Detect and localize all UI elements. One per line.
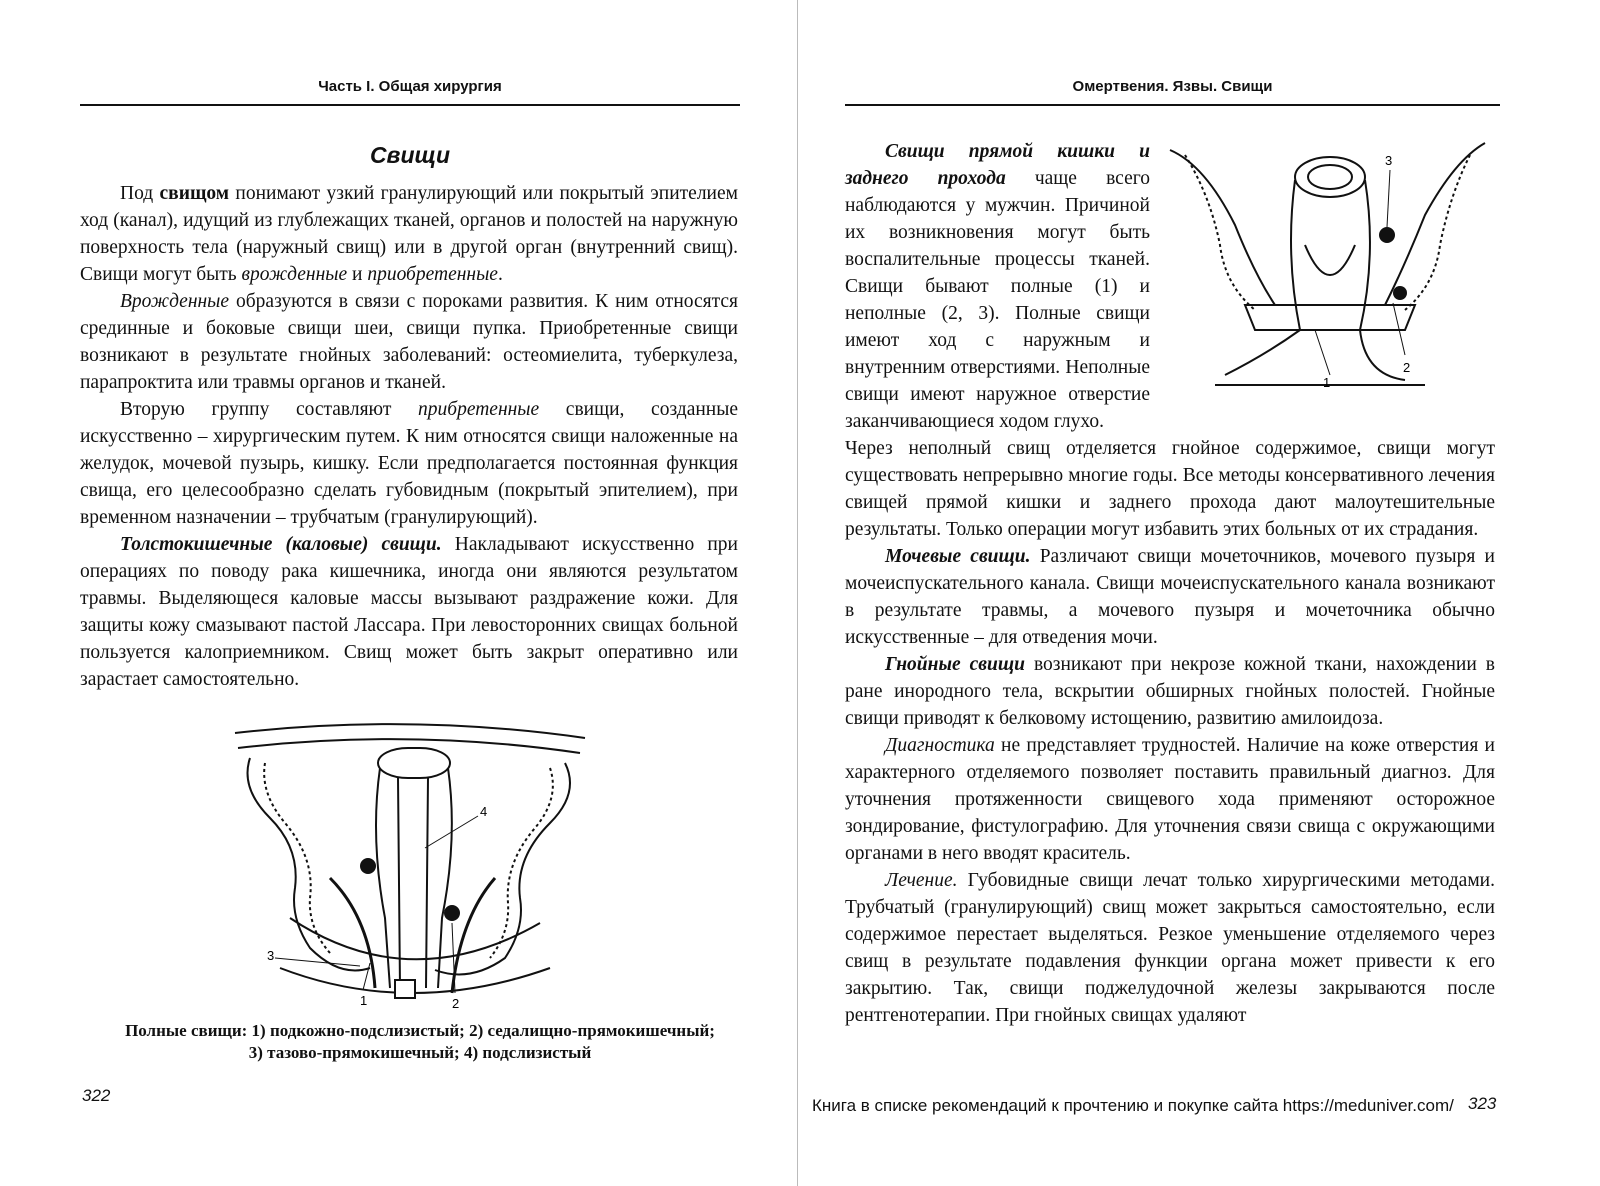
term-bold-italic: Толстокишечные (каловые) свищи. bbox=[120, 534, 442, 555]
running-header-right: Омертвения. Язвы. Свищи bbox=[1072, 78, 1273, 95]
paragraph bbox=[80, 288, 738, 396]
term-italic: Лечение. bbox=[885, 870, 958, 891]
term-italic: прибретенные bbox=[418, 399, 540, 420]
figure-label: 2 bbox=[452, 996, 460, 1011]
text-run: Вторую группу составляют bbox=[120, 399, 419, 420]
term-bold-italic: Гнойные свищи bbox=[885, 654, 1025, 675]
left-body-text bbox=[80, 180, 738, 693]
fistula-opening-marker bbox=[1379, 227, 1395, 243]
running-header-left: Часть I. Общая хирургия bbox=[318, 78, 502, 95]
paragraph: Через неполный свищ отделяется гнойное содержимое, свищи могут существовать непрерывно многие годы. Все методы консервативного лечения свищей прямой кишки и заднего прохода дают малоутешительные результаты. Только операции могут избавить этих больных от их страдания. bbox=[845, 438, 1495, 540]
book-spine bbox=[797, 0, 798, 1186]
paragraph bbox=[845, 543, 1495, 651]
text-run: свищи, созданные искусственно – хирургическим путем. К ним относятся свищи наложенные на желудок, мочевой пузырь, кишку. Если предполагается постоянная функция свища, его целесообразно сделать губовидным (покрытый эпителием), при временном назначении – трубчатым (гранулирующий). bbox=[80, 399, 738, 528]
text-run: Различают свищи мочеточников, мочевого пузыря и мочеиспускательного канала. Свищи мочеиспускательного канала возникают в результате травмы, а мочевого пузыря и мочеточника обычно искусственные – для отведения мочи. bbox=[845, 546, 1495, 648]
term-italic: Диагностика bbox=[885, 735, 995, 756]
fistula-illustration-right bbox=[1165, 135, 1495, 400]
text-run: возникают при некрозе кожной ткани, нахождении в ране инородного тела, вскрытии обширных гнойных полостей. Гнойные свищи приводят к белковому истощению, развитию амилоидоза. bbox=[845, 654, 1495, 729]
paragraph bbox=[80, 531, 738, 693]
header-rule-left bbox=[80, 104, 740, 106]
fistula-opening-marker bbox=[360, 858, 376, 874]
term-bold-italic: Свищи прямой кишки и заднего прохода bbox=[845, 141, 1150, 189]
caption-line: 3) тазово-прямокишечный; 4) подслизистый bbox=[248, 1043, 592, 1062]
figure-caption-left bbox=[80, 1020, 760, 1064]
term-bold-italic: Мочевые свищи. bbox=[885, 546, 1031, 567]
figure-label: 3 bbox=[1385, 153, 1393, 168]
paragraph bbox=[80, 180, 738, 288]
term-italic: приобретенные bbox=[367, 264, 498, 285]
figure-label: 4 bbox=[480, 804, 488, 819]
page-number-right: 323 bbox=[1468, 1094, 1497, 1113]
text-run: образуются в связи с пороками развития. К ним относятся срединные и боковые свищи шеи, свищи пупка. Приобретенные свищи возникают в результате гнойных заболеваний: остеомиелита, туберкулеза, парапроктита или травмы органов и тканей. bbox=[80, 291, 738, 393]
right-body-text bbox=[845, 435, 1495, 1029]
probe-handle bbox=[395, 980, 415, 998]
text-run: чаще всего наблюдаются у мужчин. Причиной их возникновения могут быть воспалительные процессы тканей. Свищи бывают полные (1) и неполные (2, 3). Полные свищи имеют ход с наружным и внутренним отверстиями. Неполные свищи имеют наружное отверстие заканчивающиеся ходом глухо. bbox=[845, 168, 1150, 432]
paragraph bbox=[845, 651, 1495, 732]
caption-line: Полные свищи: 1) подкожно-подслизистый; 2) седалищно-прямокишечный; bbox=[125, 1021, 715, 1040]
section-title: Свищи bbox=[369, 142, 451, 168]
text-run: Накладывают искусственно при операциях по поводу рака кишечника, иногда они являются результатом травмы. Выделяющеся каловые массы вызывают раздражение кожи. Для защиты кожу смазывают пастой Лассара. При левосторонних свищах больной пользуется калоприемником. Свищ может быть закрыт оперативно или зарастает самостоятельно. bbox=[80, 534, 738, 690]
term-italic: врожденные bbox=[241, 264, 348, 285]
text-run: Под bbox=[120, 183, 160, 204]
watermark-link-text[interactable]: Книга в списке рекомендаций к прочтению и покупке сайта https://meduniver.com/ bbox=[812, 1096, 1454, 1115]
right-body-text-wrapped bbox=[845, 138, 1150, 435]
paragraph bbox=[80, 396, 738, 531]
text-run: Губовидные свищи лечат только хирургическими методами. Трубчатый (гранулирующий) свищ может закрыться самостоятельно, если содержимое перестает выделяться. Резкое уменьшение отделяемого через свищ в результате подавления функции органа может привести к его закрытию. Так, свищи поджелудочной железы закрываются после рентгенотерапии. При гнойных свищах удаляют bbox=[845, 870, 1495, 1026]
text-run: . bbox=[497, 264, 503, 285]
paragraph bbox=[845, 732, 1495, 867]
figure-label: 1 bbox=[1323, 375, 1331, 390]
figure-label: 1 bbox=[360, 993, 368, 1008]
paragraph bbox=[845, 867, 1495, 1029]
header-rule-right bbox=[845, 104, 1500, 106]
text-run: понимают узкий гранулирующий или покрытый эпителием ход (канал), идущий из глублежащих тканей, органов и полостей на наружную поверхность тела (наружный свищ) или в другой орган (внутренний свищ). Свищи могут быть bbox=[80, 183, 738, 285]
fistula-opening-marker bbox=[444, 905, 460, 921]
right-page bbox=[800, 0, 1600, 1186]
left-page bbox=[0, 0, 790, 1186]
text-run: не представляет трудностей. Наличие на коже отверстия и характерного отделяемого позволяет поставить правильный диагноз. Для уточнения протяженности свищевого хода применяют осторожное зондирование, фистулографию. Для уточнения связи свища с окружающими органами в него вводят краситель. bbox=[845, 735, 1495, 864]
term-italic: Врожденные bbox=[120, 291, 230, 312]
paragraph bbox=[845, 138, 1150, 435]
fistula-opening-marker bbox=[1393, 286, 1407, 300]
fistula-illustration-left bbox=[220, 718, 600, 1013]
text-run: и bbox=[347, 264, 368, 285]
figure-label: 3 bbox=[267, 948, 275, 963]
term-bold: свищом bbox=[159, 183, 230, 204]
figure-label: 2 bbox=[1403, 360, 1411, 375]
page-number-left: 322 bbox=[82, 1086, 111, 1105]
